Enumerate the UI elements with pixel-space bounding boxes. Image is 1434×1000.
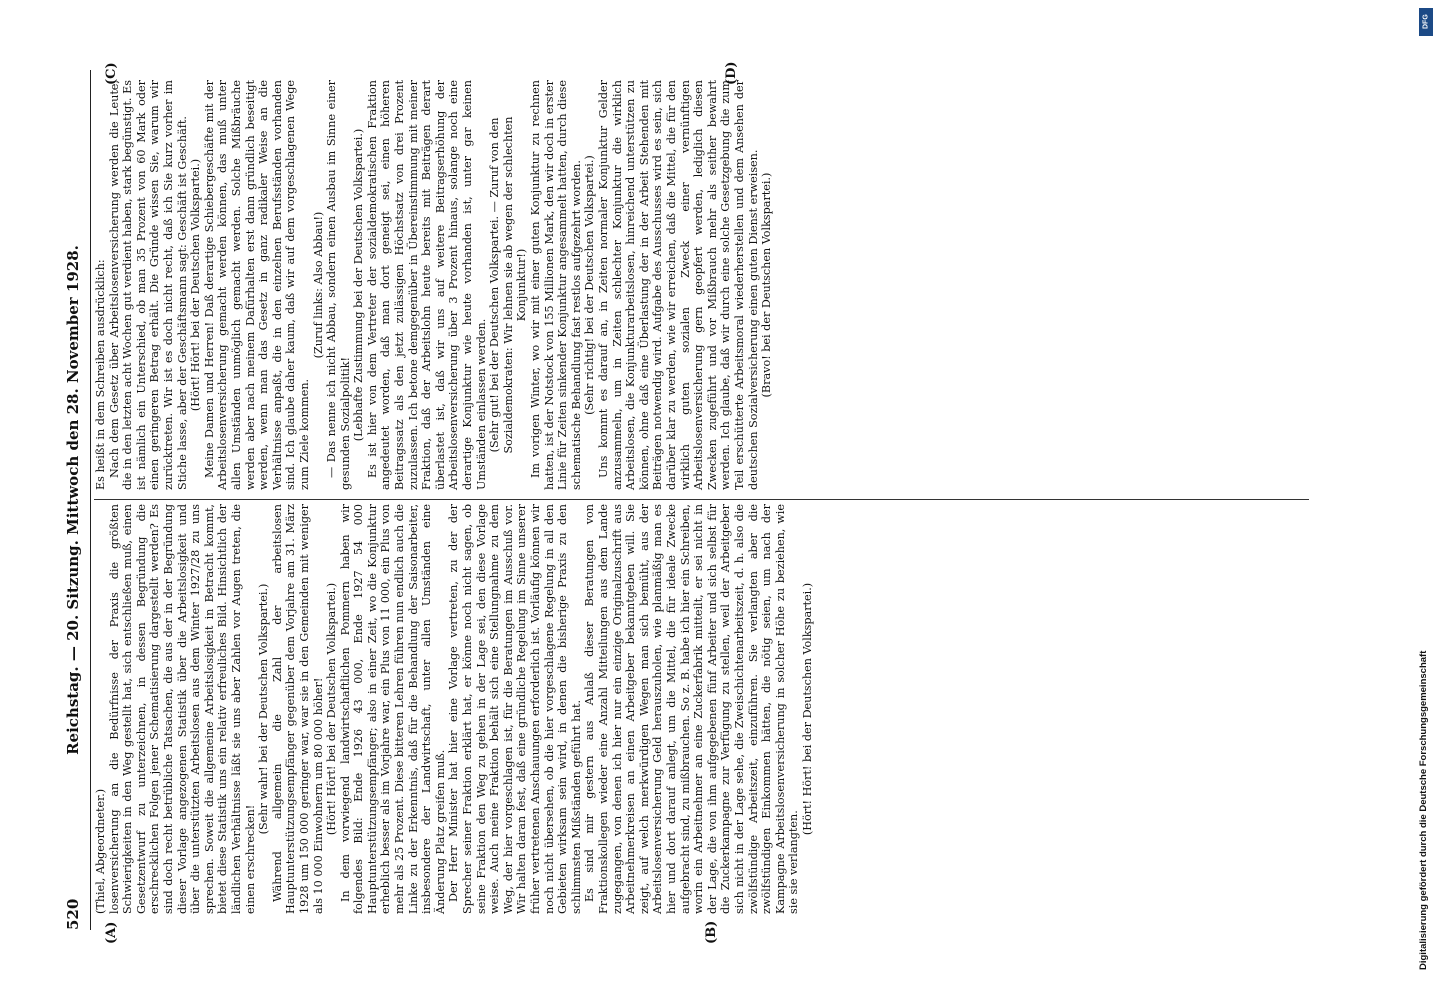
paragraph: (Thiel, Abgeordneter.) [94,788,107,914]
paragraph: Im vorigen Winter, wo wir mit einer guten Konjunktur zu rechnen hatten, ist der Notstock von 155 Millionen Mark, den wir doch in erster Linie für Zeiten sinkender Konjunktur angesammelt hatten, durch diese schematische Behandlung fast restlos aufgezehrt worden. [529,80,583,490]
interjection: (Hört! Hört! bei der Deutschen Volkspartei.) [325,582,339,836]
digitization-credit: Digitalisierung gefördert durch die Deutsche Forschungsgemeinschaft [1418,650,1429,970]
paragraph: Es ist hier von dem Vertreter der sozialdemokratischen Fraktion angedeutet worden, daß man dort geneigt sei, einen höheren Beitragssatz als den jetzt zulässigen Höchstsatz von drei Prozent zuzulassen. Ich betone demgegenüber in Übereinstimmung mit meiner Fraktion, daß der Arbeitslohn heute bereits mit Beiträgen derart überlastet ist, daß wir uns auf weitere Beitragserhöhung der Arbeitslosenversicherung über 3 Prozent hinaus, solange noch eine derartige Konjunktur wie heute vorhanden ist, unter gar keinen Umständen einlassen werden. [365,80,488,490]
dfg-logo: DFG [1419,8,1433,36]
paragraph: — Das nenne ich nicht Abbau, sondern einen Ausbau im Sinne einer gesunden Sozialpolitik! [325,80,352,490]
interjection: (Zuruf links: Also Abbau!) [311,211,325,359]
interjection: (Lebhafte Zustimmung bei der Deutschen Volkspartei.) [352,128,366,442]
left-text-column [94,504,814,914]
paragraph: Meine Damen und Herren! Daß derartige Schiebergeschäfte mit der Arbeitslosenversicherung gemacht werden können, das muß unter allen Umständen unmöglich gemacht werden. Solche Mißbräuche werden aber nach meinem Dafürhalten erst dann gründlich beseitigt werden, wenn man das Gesetz in ganz radikaler Weise an die Verhältnisse anpaßt, die in den einzelnen Berufsständen vorhanden sind. Ich glaube daher kaum, daß wir auf dem vorgeschlagenen Wege zum Ziele kommen. [202,80,311,490]
paragraph: Der Herr Minister hat hier eine Vorlage vertreten, zu der der Sprecher seiner Fraktion erklärt hat, er könne noch nicht sagen, ob seine Fraktion den Weg zu gehen in der Lage sei, den diese Vorlage weise. Auch meine Fraktion behält sich eine Stellungnahme zu dem Weg, der hier vorgeschlagen ist, für die Beratungen im Ausschuß vor. Wir halten daran fest, daß eine gründliche Regelung im Sinne unserer früher vertretenen Anschauungen erforderlich ist. Vorläufig können wir noch nicht übersehen, ob die hier vorgeschlagene Regelung in all den Gebieten wirksam sein wird, in denen die bisherige Praxis zu den schlimmsten Mißständen geführt hat. [447,504,583,914]
page-title: Reichstag. — 20. Sitzung. Mittwoch den 28. November 1928. [64,245,82,755]
page-number: 520 [64,898,82,930]
interjection: (Sehr wahr! bei der Deutschen Volkspartei.) [257,583,271,835]
interjection: (Sehr gut! bei der Deutschen Volkspartei. — Zuruf von den Sozialdemokraten: Wir lehnen sie ab wegen der schlechten Konjunktur!) [488,116,529,454]
page-header [64,70,91,930]
paragraph: Nach dem Gesetz über Arbeitslosenversicherung werden die Leute, die in den letzten acht Wochen gut verdient haben, stark begünstigt. Es ist nämlich ein Unterschied, ob man 35 Prozent von 60 Mark oder einen geringeren Betrag erhält. Die Gründe wissen Sie, warum wir zurücktreten. Wir ist es doch nicht recht, daß ich Sie kurz vorher im Stiche lasse, aber der Geschäftsmann sagt: Geschäft ist Geschäft. [107,80,189,490]
margin-marker-c: (C) [104,62,119,85]
paragraph: Es heißt in dem Schreiben ausdrücklich: [94,259,107,490]
paragraph: In dem vorwiegend landwirtschaftlichen Pommern haben wir folgendes Bild: Ende 1926 43 000, Ende 1927 54 000 Hauptunterstützungsempfänger; also in einer Zeit, wo die Konjunktur erheblich besser als im Vorjahre war, ein Plus von 11 000, ein Plus von mehr als 25 Prozent. Diese bitteren Lehren führen nun endlich auch die Linke zu der Erkenntnis, daß für die Behandlung der Saisonarbeiter, insbesondere der Landwirtschaft, unter allen Umständen eine Änderung Platz greifen muß. [338,504,447,914]
column-divider [94,499,1309,500]
paragraph: losenversicherung an die Bedürfnisse der Praxis die größten Schwierigkeiten in den Weg gestellt hat, sich entschließen muß, einen Gesetzentwurf zu unterzeichnen, in dessen Begründung die erschrecklichen Folgen jener Schematisierung dargestellt werden? Es sind doch recht betrübliche Tatsachen, die aus der in der Begründung dieser Vorlage angezogenen Statistik über die Arbeitslosigkeit und über die unterstützten Arbeitslosen aus dem Winter 1927/28 zu uns sprechen. Soweit die allgemeine Arbeitslosigkeit in Betracht kommt, bietet diese Statistik uns ein relativ erfreuliches Bild. Hinsichtlich der ländlichen Verhältnisse läßt sie uns aber Zahlen vor Augen treten, die einen erschrecken! [107,504,257,914]
interjection: (Hört! Hört! bei der Deutschen Volkspartei.) [800,582,814,836]
paragraph: Während allgemein die Zahl der arbeitslosen Hauptunterstützungsempfänger gegenüber dem Vorjahre am 31. März 1928 um 150 000 geringer war, war sie in den Gemeinden mit weniger als 10 000 Einwohnern um 80 000 höher! [270,504,325,914]
paragraph: Es sind mir gestern aus Anlaß dieser Beratungen von Fraktionskollegen wieder eine Anzahl Mitteilungen aus dem Lande zugegangen, von denen ich hier nur ein einzige Originalzuschrift aus Arbeitnehmerkreisen an einen Arbeitgeber bekanntgeben will. Sie zeigt, auf welch merkwürdigen Wegen man sich bemüht, aus der Arbeitslosenversicherung Geld herauszuholen, wie planmäßig man es hier und dort darauf anlegt, um die Mittel, die für ideale Zwecke aufgebracht sind, zu mißbrauchen. So z. B. habe ich hier ein Schreiben, worin ein Arbeitnehmer an eine Zuckerfabrik mitteilt, er sei nicht in der Lage, die von ihm aufgegebenen fünf Arbeiter und sich selbst für die Zuckerkampagne zur Verfügung zu stellen, weil der Arbeitgeber sich nicht in der Lage sehe, die Zweischichtenarbeitszeit, d. h. also die zwölfstündige Arbeitszeit, einzuführen. Sie verlangten aber die zwölfstündigen Einkommen hätten, die nötig seien, um nach der Kampagne Arbeitslosenversicherung in solcher Höhe zu beziehen, wie sie sie verlangten. [583,504,801,914]
margin-marker-a: (A) [104,921,119,944]
rotated-page [64,61,1324,944]
interjection: (Bravo! bei der Deutschen Volkspartei.) [760,172,774,398]
margin-marker-d: (D) [724,61,739,85]
margin-marker-b: (B) [704,920,719,944]
right-text-column [94,80,774,490]
interjection: (Hört! Hört! bei der Deutschen Volkspartei.) [189,158,203,412]
paragraph: Uns kommt es darauf an, in Zeiten normaler Konjunktur Gelder anzusammeln, um in Zeiten schlechter Konjunktur die wirklich Arbeitslosen, die Konjunkturarbeitslosen, hinreichend unterstützen zu können, ohne daß eine Überlastung der in der Arbeit Stehenden mit Beiträgen notwendig wird. Aufgabe des Ausschusses wird es sein, sich darüber klar zu werden, wie wir erreichen, daß die Mittel, die für den wirklich guten sozialen Zweck einer vernünftigen Arbeitslosenversicherung gern geopfert werden, lediglich diesen Zwecken zugeführt und vor Mißbrauch mehr als seither bewahrt werden. Ich glaube, daß wir durch eine solche Gesetzgebung die zum Teil erschütterte Arbeitsmoral wiederherstellen und dem Ansehen der deutschen Sozialversicherung einen guten Dienst erweisen. [596,80,760,490]
interjection: (Sehr richtig! bei der Deutschen Volkspartei.) [583,155,597,415]
